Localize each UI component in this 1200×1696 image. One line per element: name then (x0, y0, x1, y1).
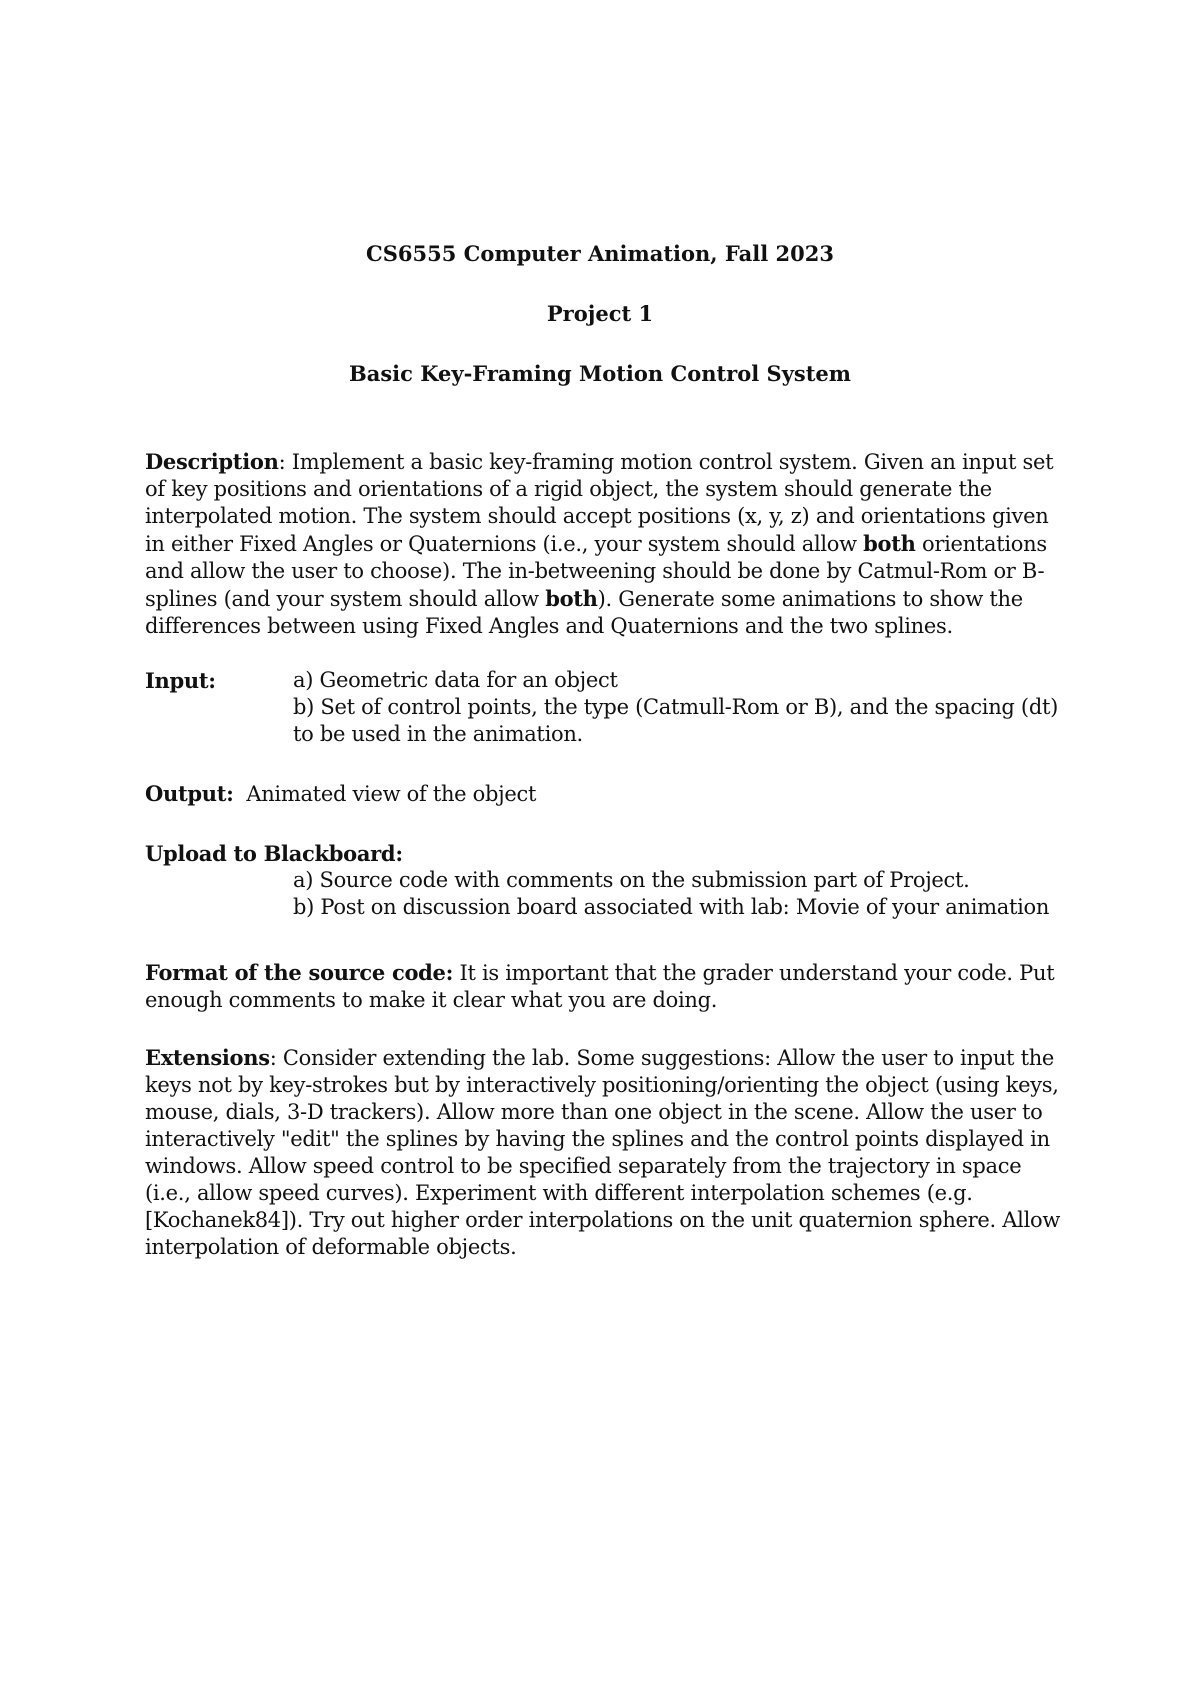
input-section (145, 667, 1065, 748)
extensions-text: : Consider extending the lab. Some suggestions: Allow the user to input the keys not by key-strokes but by interactively positioning/orienting the object (using keys, mouse, dials, 3-D trackers). Allow more than one object in the scene. Allow the user to interactively "edit" the splines by having the splines and the control points displayed in windows. Allow speed control to be specified separately from the trajectory in space (i.e., allow speed curves). Experiment with different interpolation schemes (e.g. [Kochanek84]). Try out higher order interpolations on the unit quaternion sphere. Allow interpolation of deformable objects. (145, 1046, 1061, 1259)
upload-item: b) Post on discussion board associated with lab: Movie of your animation (293, 895, 1050, 919)
description-text-3: ). Generate some animations to show the differences between using Fixed Angles and Quaternions and the two splines. (145, 587, 1023, 638)
extensions-section (145, 1044, 1065, 1261)
upload-item: a) Source code with comments on the submission part of Project. (293, 868, 970, 892)
upload-section (145, 840, 1065, 921)
upload-label: Upload to Blackboard: (145, 841, 403, 866)
output-label: Output: (145, 781, 234, 806)
input-list (293, 667, 1065, 748)
extensions-label: Extensions (145, 1045, 270, 1070)
output-text: Animated view of the object (246, 782, 537, 806)
project-title: Basic Key-Framing Motion Control System (348, 361, 852, 386)
course-title: CS6555 Computer Animation, Fall 2023 (366, 241, 834, 266)
input-item: a) Geometric data for an object (293, 668, 618, 692)
description-text-2: orientations and allow the user to choose). The in-betweening should be done by Catmul-Rom or B-splines (and your system should allow (145, 532, 1047, 611)
upload-list (293, 867, 1065, 921)
description-bold-both-1: both (863, 531, 916, 556)
description-bold-both-2: both (545, 586, 598, 611)
format-label: Format of the source code: (145, 960, 454, 985)
output-section (145, 780, 1065, 808)
input-label: Input: (145, 668, 216, 693)
description-label: Description (145, 449, 279, 474)
project-number: Project 1 (546, 301, 654, 326)
input-item: b) Set of control points, the type (Catmull-Rom or B), and the spacing (dt) to be used in the animation. (293, 695, 1059, 746)
description-paragraph (145, 448, 1065, 640)
format-section (145, 959, 1065, 1014)
description-text-1: : Implement a basic key-framing motion control system. Given an input set of key positions and orientations of a rigid object, the system should generate the interpolated motion. The system should accept positions (x, y, z) and orientations given in either Fixed Angles or Quaternions (i.e., your system should allow (145, 450, 1054, 556)
format-text: It is important that the grader understand your code. Put enough comments to make it clear what you are doing. (145, 961, 1055, 1012)
